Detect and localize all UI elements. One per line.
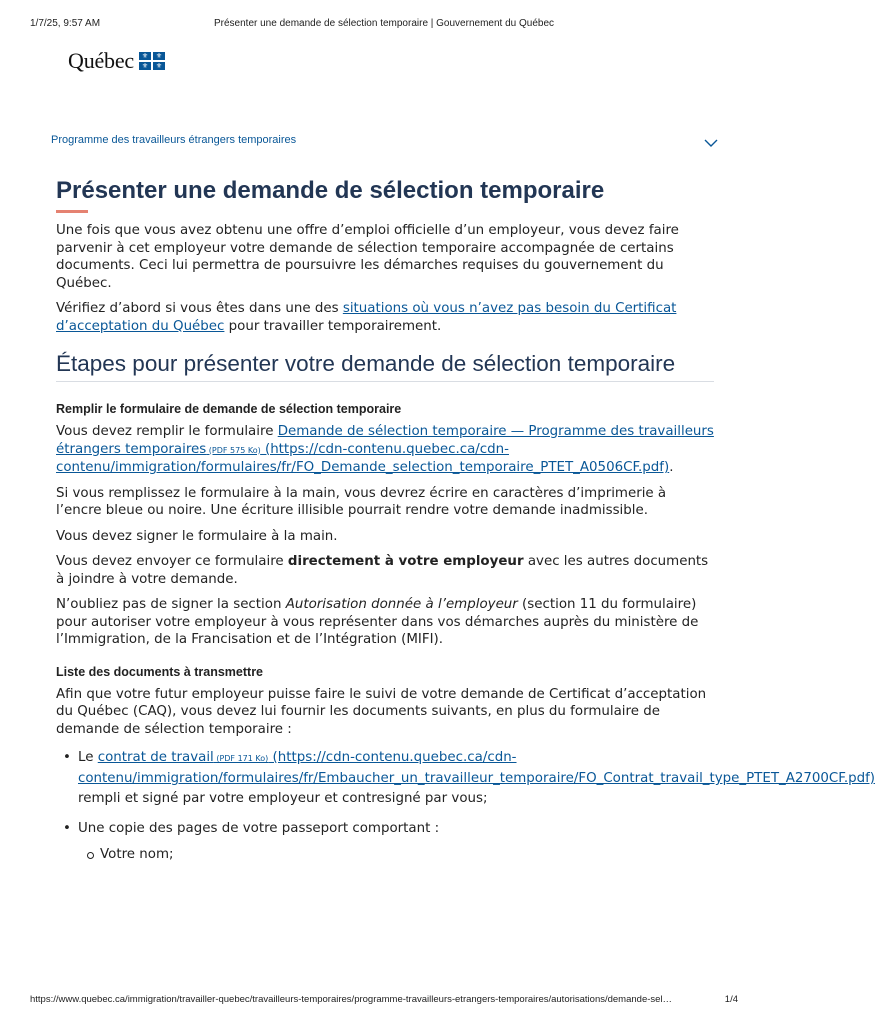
print-page-title: Présenter une demande de sélection temporaire | Gouvernement du Québec bbox=[213, 18, 555, 29]
fleur-de-lis-icon: ⚜ bbox=[153, 52, 165, 60]
intro-paragraph: Une fois que vous avez obtenu une offre d’emploi officielle d’un employeur, vous devez faire parvenir à cet employeur votre demande de sélection temporaire accompagnée de certains documents. Ceci lui permettra de poursuivre les démarches requises du gouvernement du Québec. bbox=[56, 223, 679, 291]
fill-form-paragraph: Vous devez remplir le formulaire Demande de sélection temporaire — Programme des travailleurs étrangers temporaires (PDF 575 Ko) (https://cdn-contenu.quebec.ca/cdn-contenu/immigration/formulaires/fr/FO_Demande_selection_temporaire_PTET_A0506CF.pdf). bbox=[56, 424, 714, 475]
handwriting-paragraph: Si vous remplissez le formulaire à la main, vous devrez écrire en caractères d’imprimerie à l’encre bleue ou noire. Une écriture illisible pourrait rendre votre demande inadmissible. bbox=[56, 485, 667, 518]
quebec-logo[interactable] bbox=[68, 48, 165, 74]
main-content bbox=[56, 176, 875, 874]
fleur-de-lis-icon: ⚜ bbox=[153, 62, 165, 70]
print-datetime: 1/7/25, 9:57 AM bbox=[30, 18, 101, 29]
sub-list-item: Votre nom; bbox=[100, 846, 714, 864]
page-number: 1/4 bbox=[724, 994, 738, 1005]
list-item: • Le contrat de travail (PDF 171 Ko) (https://cdn-contenu.quebec.ca/cdn-contenu/immigration/formulaires/fr/Embaucher_un_travailleur_temporaire/FO_Contrat_travail_type_PTET_A2700CF.pdf) rempli et signé par votre employeur et contresigné par vous; bbox=[78, 748, 714, 809]
logo-wordmark: Québec bbox=[68, 48, 134, 73]
verify-paragraph: Vérifiez d’abord si vous êtes dans une des situations où vous n’avez pas besoin du Certificat d’acceptation du Québec pour travailler temporairement. bbox=[56, 301, 677, 334]
selection-form-link[interactable]: Demande de sélection temporaire — Programme des travailleurs étrangers temporaires (PDF 575 Ko) (https://cdn-contenu.quebec.ca/cdn-contenu/immigration/formulaires/fr/FO_Demande_selection_temporaire_PTET_A0506CF.pdf) bbox=[56, 424, 714, 475]
passport-sublist bbox=[78, 846, 714, 864]
fleur-de-lis-flag-icon bbox=[139, 52, 165, 70]
list-item: • Une copie des pages de votre passeport comportant : Votre nom; bbox=[78, 819, 714, 864]
print-header bbox=[30, 18, 738, 32]
steps-section-title: Étapes pour présenter votre demande de sélection temporaire bbox=[56, 353, 714, 382]
sign-paragraph: Vous devez signer le formulaire à la main. bbox=[56, 528, 338, 544]
fleur-de-lis-icon: ⚜ bbox=[139, 62, 151, 70]
authorization-paragraph: N’oubliez pas de signer la section Autorisation donnée à l’employeur (section 11 du formulaire) pour autoriser votre employeur à vous représenter dans vos démarches auprès du ministère de l’Immigration, de la Francisation et de l’Intégration (MIFI). bbox=[56, 597, 699, 647]
program-nav bbox=[51, 134, 718, 152]
title-accent-bar bbox=[56, 210, 88, 213]
page-title: Présenter une demande de sélection temporaire bbox=[56, 177, 605, 204]
pdf-size-label: (PDF 171 Ko) bbox=[213, 754, 269, 763]
pdf-size-label: (PDF 575 Ko) bbox=[206, 445, 261, 455]
chevron-down-icon[interactable] bbox=[704, 138, 718, 148]
documents-intro: Afin que votre futur employeur puisse faire le suivi de votre demande de Certificat d’acceptation du Québec (CAQ), vous devez lui fournir les documents suivants, en plus du formulaire de demande de sélection temporaire : bbox=[56, 686, 707, 737]
work-contract-link[interactable]: contrat de travail (PDF 171 Ko) (https://cdn-contenu.quebec.ca/cdn-contenu/immigration/formulaires/fr/Embaucher_un_travailleur_temporaire/FO_Contrat_travail_type_PTET_A2700CF.pdf) bbox=[78, 750, 875, 786]
print-url: https://www.quebec.ca/immigration/travailler-quebec/travailleurs-temporaires/programme-travailleurs-etrangers-temporaires/autorisations/demande-sel… bbox=[30, 994, 673, 1005]
send-paragraph: Vous devez envoyer ce formulaire directement à votre employeur avec les autres documents à joindre à votre demande. bbox=[56, 554, 709, 587]
print-footer bbox=[30, 994, 738, 1008]
fleur-de-lis-icon: ⚜ bbox=[139, 52, 151, 60]
documents-list bbox=[56, 748, 875, 864]
program-link[interactable]: Programme des travailleurs étrangers temporaires bbox=[51, 134, 297, 146]
fill-form-heading: Remplir le formulaire de demande de sélection temporaire bbox=[56, 402, 402, 416]
documents-heading: Liste des documents à transmettre bbox=[56, 664, 264, 679]
caq-exemption-link[interactable]: situations où vous n’avez pas besoin du Certificat d’acceptation du Québec bbox=[56, 301, 677, 334]
